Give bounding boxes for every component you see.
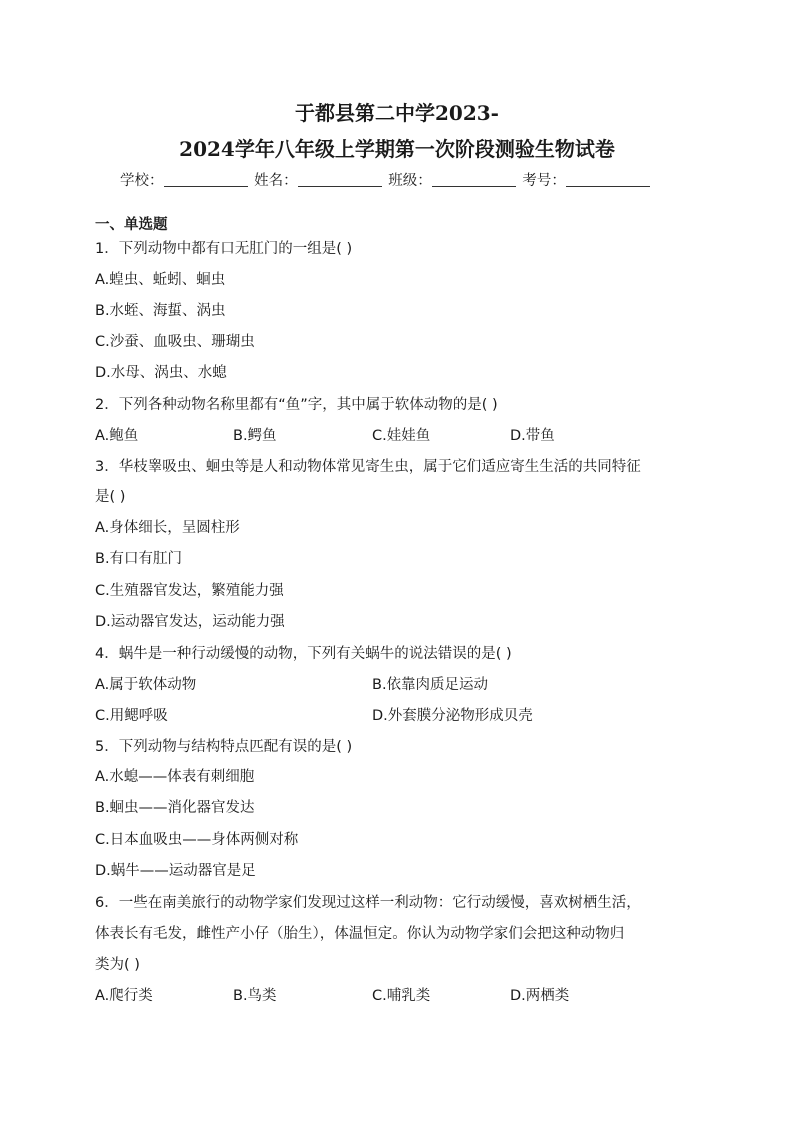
q1-option-d: D.水母、涡虫、水螅 xyxy=(95,365,227,381)
q4-stem: 4．蜗牛是一种行动缓慢的动物，下列有关蜗牛的说法错误的是( ) xyxy=(95,646,512,662)
name-label: 姓名： xyxy=(254,173,298,189)
q5-option-a: A.水螅——体表有刺细胞 xyxy=(95,769,255,785)
q4-option-a: A.属于软体动物 xyxy=(95,677,197,693)
q3-stem-line-2: 是( ) xyxy=(95,489,126,505)
q6-stem-line-1: 6．一些在南美旅行的动物学家们发现过这样一利动物：它行动缓慢，喜欢树栖生活， xyxy=(95,895,641,911)
q3-stem-line-1: 3．华枝睾吸虫、蛔虫等是人和动物体常见寄生虫，属于它们适应寄生生活的共同特征 xyxy=(95,459,641,475)
class-blank xyxy=(432,172,516,187)
number-blank xyxy=(566,172,650,187)
title-line-2: 2024学年八年级上学期第一次阶段测验生物试卷 xyxy=(179,137,615,161)
q6-stem-line-3: 类为( ) xyxy=(95,957,140,973)
q2-option-b: B.鳄鱼 xyxy=(233,428,277,444)
section-heading: 一、单选题 xyxy=(95,217,168,233)
q2-option-c: C.娃娃鱼 xyxy=(372,428,431,444)
q6-option-c: C.哺乳类 xyxy=(372,988,431,1004)
q4-option-b: B.依靠肉质足运动 xyxy=(372,677,489,693)
q2-option-a: A.鲍鱼 xyxy=(95,428,139,444)
q4-option-c: C.用鳃呼吸 xyxy=(95,708,168,724)
q5-option-d: D.蜗牛——运动器官是足 xyxy=(95,863,256,879)
title-line-1: 于都县第二中学2023- xyxy=(295,101,499,125)
q2-stem: 2．下列各种动物名称里都有“鱼”字，其中属于软体动物的是( ) xyxy=(95,397,498,413)
q3-option-b: B.有口有肛门 xyxy=(95,551,183,567)
q5-option-c: C.日本血吸虫——身体两侧对称 xyxy=(95,832,299,848)
q6-option-a: A.爬行类 xyxy=(95,988,153,1004)
q5-option-b: B.蛔虫——消化器官发达 xyxy=(95,800,255,816)
school-blank xyxy=(164,172,248,187)
q5-stem: 5．下列动物与结构特点匹配有误的是( ) xyxy=(95,739,353,755)
q1-option-b: B.水蛭、海蜇、涡虫 xyxy=(95,303,226,319)
school-label: 学校： xyxy=(120,173,164,189)
q1-stem: 1．下列动物中都有口无肛门的一组是( ) xyxy=(95,241,353,257)
q1-option-c: C.沙蚕、血吸虫、珊瑚虫 xyxy=(95,334,255,350)
q6-stem-line-2: 体表长有毛发，雌性产小仔（胎生），体温恒定。你认为动物学家们会把这种动物归 xyxy=(95,926,625,942)
q3-option-d: D.运动器官发达，运动能力强 xyxy=(95,614,285,630)
q2-option-d: D.带鱼 xyxy=(510,428,555,444)
q4-option-d: D.外套膜分泌物形成贝壳 xyxy=(372,708,533,724)
q3-option-a: A.身体细长，呈圆柱形 xyxy=(95,520,240,536)
q1-option-a: A.蝗虫、蚯蚓、蛔虫 xyxy=(95,272,226,288)
q6-option-b: B.鸟类 xyxy=(233,988,277,1004)
q3-option-c: C.生殖器官发达，繁殖能力强 xyxy=(95,583,284,599)
q6-option-d: D.两栖类 xyxy=(510,988,570,1004)
number-label: 考号： xyxy=(522,173,566,189)
class-label: 班级： xyxy=(388,173,432,189)
student-info-row xyxy=(120,170,680,192)
name-blank xyxy=(298,172,382,187)
